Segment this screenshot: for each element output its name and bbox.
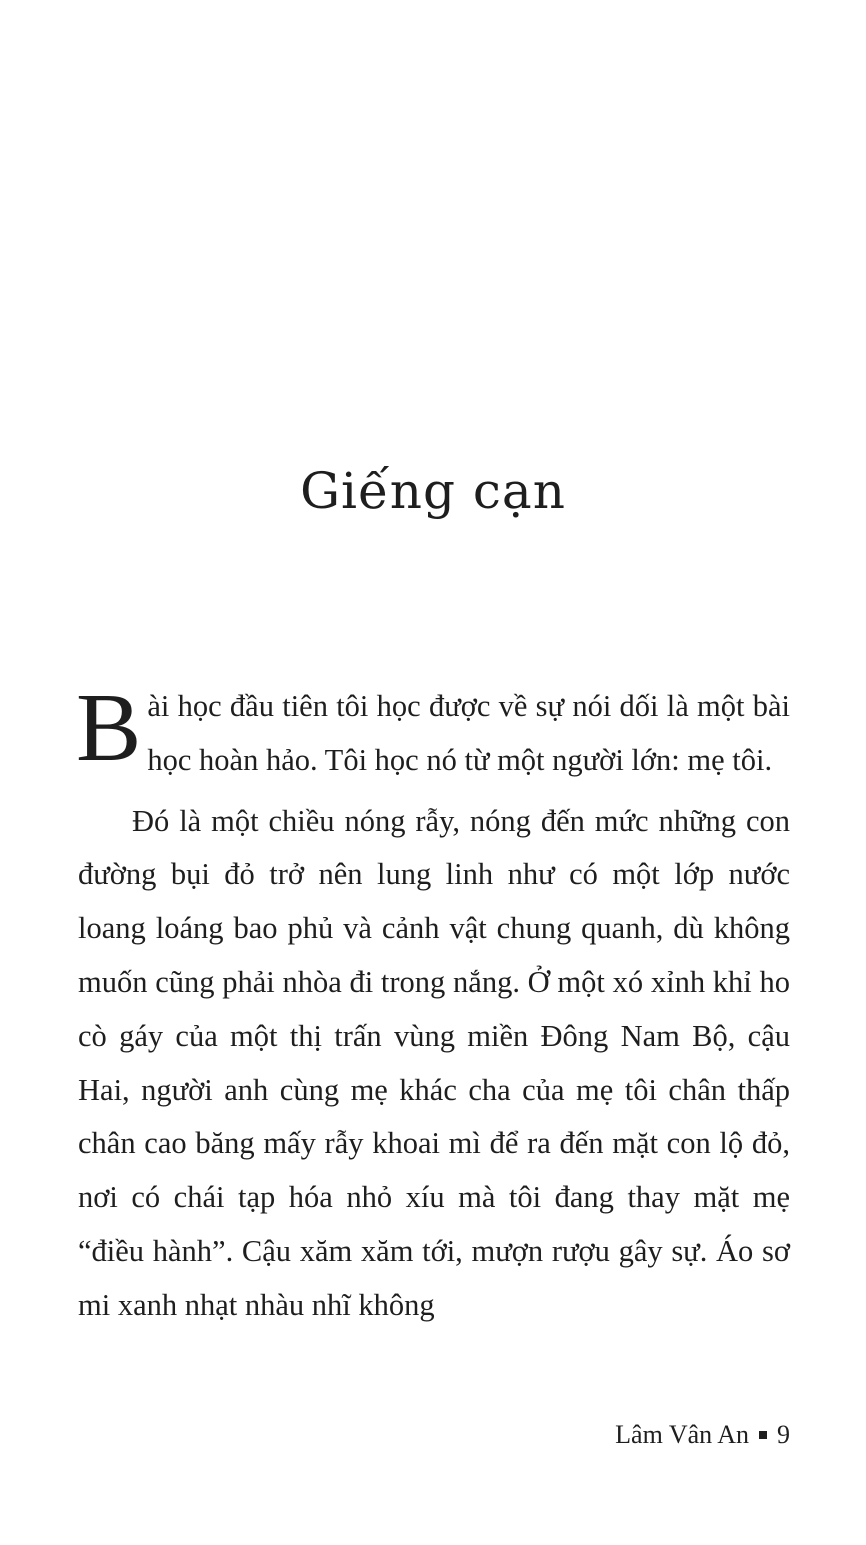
paragraph-1-text: ài học đầu tiên tôi học được về sự nói dối là một bài học hoàn hảo. Tôi học nó từ một người lớn: mẹ tôi.	[147, 689, 790, 777]
drop-cap: B	[76, 674, 142, 782]
footer-author: Lâm Vân An	[615, 1420, 749, 1449]
paragraph-2: Đó là một chiều nóng rẫy, nóng đến mức những con đường bụi đỏ trở nên lung linh như có một lớp nước loang loáng bao phủ và cảnh vật chung quanh, dù không muốn cũng phải nhòa đi trong nắng. Ở một xó xỉnh khỉ ho cò gáy của một thị trấn vùng miền Đông Nam Bộ, cậu Hai, người anh cùng mẹ khác cha của mẹ tôi chân thấp chân cao băng mấy rẫy khoai mì để ra đến mặt con lộ đỏ, nơi có chái tạp hóa nhỏ xíu mà tôi đang thay mặt mẹ “điều hành”. Cậu xăm xăm tới, mượn rượu gây sự. Áo sơ mi xanh nhạt nhàu nhĩ không	[78, 803, 790, 1322]
running-footer	[615, 1420, 790, 1450]
paragraph-1	[76, 674, 790, 788]
chapter-title: Giếng cạn	[300, 462, 566, 520]
page-number: 9	[777, 1420, 790, 1449]
chapter-body	[76, 674, 790, 1333]
footer-separator-icon	[759, 1431, 767, 1439]
